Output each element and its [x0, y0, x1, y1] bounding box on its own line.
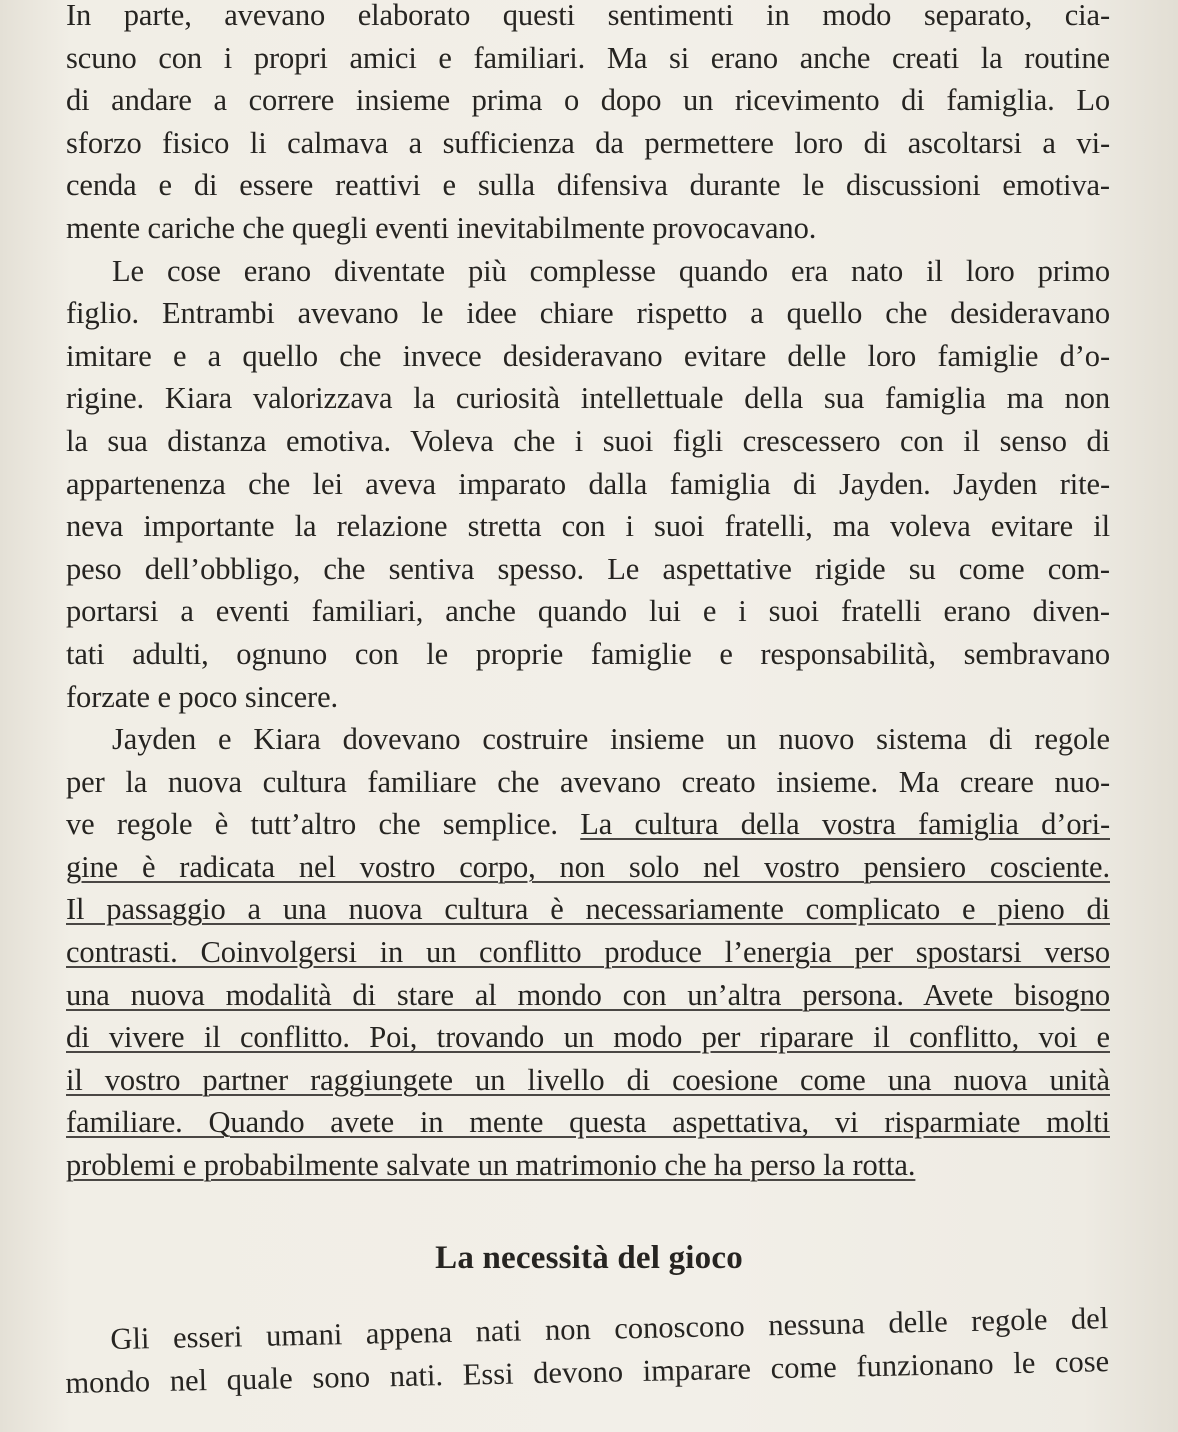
text-line: imitare e a quello che invece desideravano evitare delle loro famiglie d’o-: [66, 338, 1110, 373]
text-line: forzate e poco sincere.: [66, 679, 339, 714]
underlined-line: familiare. Quando avete in mente questa aspettativa, vi risparmiate molti: [66, 1105, 1110, 1140]
text-line: mente cariche che quegli eventi inevitabilmente provocavano.: [66, 210, 817, 245]
text-line: cenda e di essere reattivi e sulla difensiva durante le discussioni emotiva-: [66, 168, 1110, 203]
underlined-line: di vivere il conflitto. Poi, trovando un modo per riparare il conflitto, voi e: [66, 1020, 1110, 1055]
text-line: In parte, avevano elaborato questi sentimenti in modo separato, cia-: [66, 0, 1110, 32]
text-line: peso dell’obbligo, che sentiva spesso. Le aspettative rigide su come com-: [66, 551, 1110, 586]
text-line: mondo nel quale sono nati. Essi devono imparare come funzionano le cose: [64, 1343, 1110, 1400]
plain-text: ve regole è tutt’altro che semplice.: [66, 807, 581, 842]
next-paragraph: [64, 1296, 1110, 1403]
text-line: Le cose erano diventate più complesse quando era nato il loro primo: [112, 253, 1110, 288]
text-line: per la nuova cultura familiare che avevano creato insieme. Ma creare nuo-: [66, 764, 1110, 799]
text-line: appartenenza che lei aveva imparato dalla famiglia di Jayden. Jayden rite-: [66, 466, 1110, 501]
underlined-line: gine è radicata nel vostro corpo, non solo nel vostro pensiero cosciente.: [66, 849, 1110, 884]
underlined-line: problemi e probabilmente salvate un matrimonio che ha perso la rotta.: [66, 1148, 916, 1183]
text-line: figlio. Entrambi avevano le idee chiare rispetto a quello che desideravano: [66, 296, 1110, 331]
text-line: tati adulti, ognuno con le proprie famiglie e responsabilità, sembravano: [66, 636, 1110, 671]
text-line: di andare a correre insieme prima o dopo un ricevimento di famiglia. Lo: [66, 83, 1110, 118]
underlined-line: il vostro partner raggiungete un livello di coesione come una nuova unità: [66, 1062, 1110, 1097]
body-text: [66, 0, 1110, 1187]
text-line: la sua distanza emotiva. Voleva che i suoi figli crescessero con il senso di: [66, 423, 1110, 458]
text-line: [66, 803, 1110, 846]
text-line: Gli esseri umani appena nati non conoscono nessuna delle regole del: [110, 1301, 1109, 1357]
text-line: portarsi a eventi familiari, anche quando lui e i suoi fratelli erano diven-: [66, 594, 1110, 629]
text-line: neva importante la relazione stretta con i suoi fratelli, ma voleva evitare il: [66, 509, 1110, 544]
underlined-line: Il passaggio a una nuova cultura è necessariamente complicato e pieno di: [66, 892, 1110, 927]
section-heading: La necessità del gioco: [435, 1240, 743, 1276]
text-line: rigine. Kiara valorizzava la curiosità intellettuale della sua famiglia ma non: [66, 381, 1110, 416]
underlined-line: contrasti. Coinvolgersi in un conflitto produce l’energia per spostarsi verso: [66, 935, 1110, 970]
underlined-text: La cultura della vostra famiglia d’ori-: [580, 807, 1110, 842]
text-line: scuno con i propri amici e familiari. Ma si erano anche creati la routine: [66, 40, 1110, 75]
underlined-line: una nuova modalità di stare al mondo con un’altra persona. Avete bisogno: [66, 977, 1110, 1012]
text-line: Jayden e Kiara dovevano costruire insieme un nuovo sistema di regole: [112, 722, 1110, 757]
text-line: sforzo fisico li calmava a sufficienza da permettere loro di ascoltarsi a vi-: [66, 125, 1110, 160]
